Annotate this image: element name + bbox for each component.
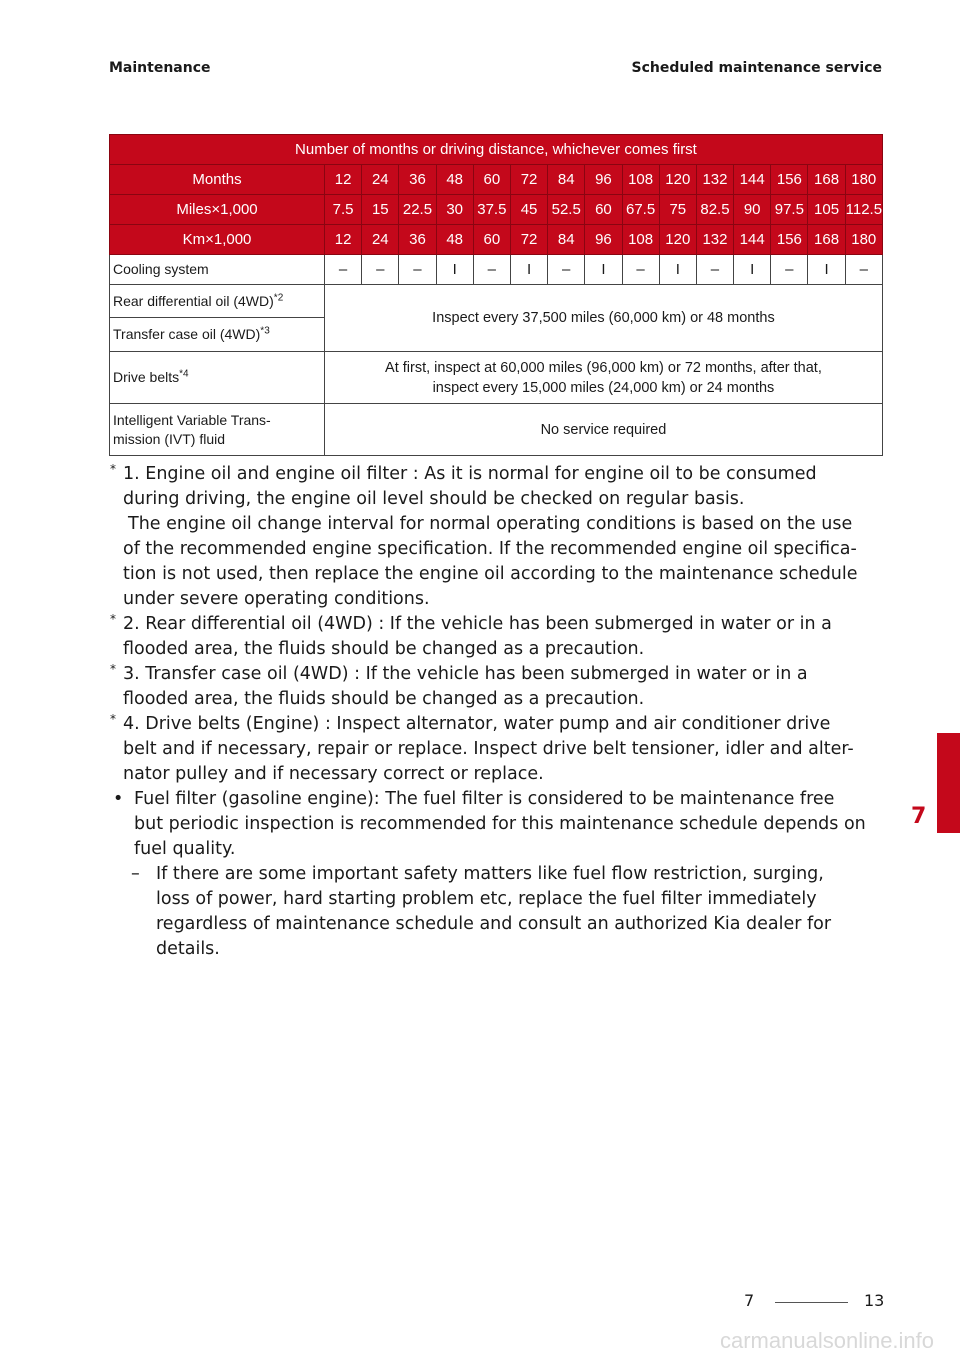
- table-cell: 168: [808, 165, 845, 195]
- note-line: tion is not used, then replace the engine oil according to the maintenance schedule: [123, 564, 858, 584]
- drive-belts-row: [110, 352, 883, 404]
- note-line: loss of power, hard starting problem etc, replace the fuel filter immediately: [156, 889, 817, 909]
- note-line: 1. Engine oil and engine oil filter : As it is normal for engine oil to be consumed: [123, 464, 817, 484]
- chapter-tab: [937, 733, 960, 833]
- table-cell: 144: [734, 165, 771, 195]
- table-cell: 97.5: [771, 195, 808, 225]
- table-cell: 45: [510, 195, 547, 225]
- table-cell: 132: [696, 165, 733, 195]
- table-cell: 37.5: [473, 195, 510, 225]
- table-cell: 72: [510, 165, 547, 195]
- note-line: during driving, the engine oil level should be checked on regular basis.: [123, 489, 745, 509]
- table-cell: 60: [473, 165, 510, 195]
- table-cell: 84: [548, 165, 585, 195]
- table-cell: 75: [659, 195, 696, 225]
- months-row: [110, 165, 883, 195]
- table-cell: 108: [622, 165, 659, 195]
- row-label: Cooling system: [110, 255, 325, 285]
- table-cell: 144: [734, 225, 771, 255]
- row-label: Km×1,000: [110, 225, 325, 255]
- table-cell: –: [845, 255, 882, 285]
- asterisk-icon: *: [110, 712, 116, 726]
- table-cell: –: [548, 255, 585, 285]
- table-cell: 22.5: [399, 195, 436, 225]
- footnotes: [110, 462, 886, 962]
- bullet-icon: •: [113, 789, 124, 809]
- table-cell: 156: [771, 225, 808, 255]
- table-cell: I: [808, 255, 845, 285]
- asterisk-icon: *: [110, 462, 116, 476]
- rear-differential-row: [110, 285, 883, 318]
- table-cell: I: [659, 255, 696, 285]
- header-topic: Scheduled maintenance service: [631, 60, 882, 76]
- table-cell: –: [325, 255, 362, 285]
- note-line: The engine oil change interval for normal operating conditions is based on the use: [128, 514, 853, 534]
- table-cell: –: [473, 255, 510, 285]
- table-cell: 24: [362, 225, 399, 255]
- table-cell: 156: [771, 165, 808, 195]
- table-cell: I: [510, 255, 547, 285]
- table-cell: 120: [659, 165, 696, 195]
- table-cell: 82.5: [696, 195, 733, 225]
- maintenance-schedule-table: [109, 134, 883, 456]
- note-line: nator pulley and if necessary correct or replace.: [123, 764, 544, 784]
- note-line: Fuel filter (gasoline engine): The fuel filter is considered to be maintenance free: [134, 789, 835, 809]
- note-line: but periodic inspection is recommended for this maintenance schedule depends on: [134, 814, 866, 834]
- footnote-2: [110, 612, 886, 662]
- table-cell: 180: [845, 165, 882, 195]
- drive-belts-interval-cell: [325, 352, 883, 404]
- note-line: 4. Drive belts (Engine) : Inspect alternator, water pump and air conditioner drive: [123, 714, 831, 734]
- table-cell: –: [362, 255, 399, 285]
- table-cell: 15: [362, 195, 399, 225]
- footnote-marker: *3: [260, 325, 270, 337]
- ivt-label-line1: Intelligent Variable Trans-: [113, 411, 271, 428]
- rear-diff-label: Rear differential oil (4WD): [113, 292, 274, 309]
- dash-icon: –: [131, 864, 140, 884]
- fuel-filter-bullet: [110, 787, 886, 862]
- table-title: Number of months or driving distance, whichever comes first: [110, 135, 883, 165]
- table-cell: 30: [436, 195, 473, 225]
- miles-row: [110, 195, 883, 225]
- asterisk-icon: *: [110, 662, 116, 676]
- table-cell: –: [696, 255, 733, 285]
- footnote-3: [110, 662, 886, 712]
- table-cell: 112.5: [845, 195, 882, 225]
- footnote-4: [110, 712, 886, 787]
- table-cell: 105: [808, 195, 845, 225]
- ivt-label-line2: mission (IVT) fluid: [113, 430, 226, 447]
- row-label: [110, 352, 325, 404]
- table-cell: –: [399, 255, 436, 285]
- table-cell: 168: [808, 225, 845, 255]
- watermark: carmanualsonline.info: [720, 1328, 935, 1353]
- table-cell: 24: [362, 165, 399, 195]
- table-cell: 84: [548, 225, 585, 255]
- table-cell: 132: [696, 225, 733, 255]
- table-cell: 12: [325, 165, 362, 195]
- footer-chapter: 7: [744, 1291, 755, 1310]
- table-cell: 36: [399, 225, 436, 255]
- note-line: 3. Transfer case oil (4WD) : If the vehicle has been submerged in water or in a: [123, 664, 808, 684]
- asterisk-icon: *: [110, 612, 116, 626]
- table-cell: 108: [622, 225, 659, 255]
- cooling-system-row: [110, 255, 883, 285]
- footnote-1: [110, 462, 886, 612]
- table-cell: 96: [585, 165, 622, 195]
- table-cell: 7.5: [325, 195, 362, 225]
- drive-belts-label: Drive belts: [113, 369, 180, 385]
- table-cell: 60: [585, 195, 622, 225]
- inspect-interval-cell: Inspect every 37,500 miles (60,000 km) or 48 months: [325, 285, 883, 352]
- note-line: regardless of maintenance schedule and consult an authorized Kia dealer for: [156, 914, 832, 934]
- table-cell: 36: [399, 165, 436, 195]
- table-cell: 48: [436, 225, 473, 255]
- note-line: 2. Rear differential oil (4WD) : If the vehicle has been submerged in water or in a: [123, 614, 832, 634]
- table-cell: I: [436, 255, 473, 285]
- fuel-filter-subitem: [110, 862, 886, 962]
- note-line: under severe operating conditions.: [123, 589, 430, 609]
- table-cell: I: [734, 255, 771, 285]
- transfer-label: Transfer case oil (4WD): [113, 326, 261, 342]
- row-label: [110, 404, 325, 456]
- table-cell: 52.5: [548, 195, 585, 225]
- ivt-fluid-row: [110, 404, 883, 456]
- row-label: Miles×1,000: [110, 195, 325, 225]
- header-section: Maintenance: [109, 60, 211, 76]
- note-line: fuel quality.: [134, 839, 236, 859]
- table-cell: 48: [436, 165, 473, 195]
- drive-belts-text-line1: At first, inspect at 60,000 miles (96,000 km) or 72 months, after that,: [385, 359, 822, 376]
- drive-belts-text-line2: inspect every 15,000 miles (24,000 km) or 24 months: [432, 379, 775, 396]
- ivt-interval-cell: No service required: [325, 404, 883, 456]
- table-cell: –: [771, 255, 808, 285]
- chapter-number: 7: [911, 804, 927, 829]
- table-cell: I: [585, 255, 622, 285]
- note-line: details.: [156, 939, 220, 959]
- note-line: flooded area, the fluids should be changed as a precaution.: [123, 689, 645, 709]
- footnote-marker: *4: [179, 368, 189, 380]
- table-cell: 180: [845, 225, 882, 255]
- row-label: [110, 285, 325, 318]
- footnote-marker: *2: [273, 291, 284, 303]
- table-cell: 120: [659, 225, 696, 255]
- table-cell: 67.5: [622, 195, 659, 225]
- table-cell: –: [622, 255, 659, 285]
- note-line: of the recommended engine specification. If the recommended engine oil specifica-: [123, 539, 857, 559]
- table-cell: 72: [510, 225, 547, 255]
- table-title-row: [110, 135, 883, 165]
- row-label: [110, 318, 325, 352]
- km-row: [110, 225, 883, 255]
- page-number: 13: [864, 1291, 885, 1310]
- row-label: Months: [110, 165, 325, 195]
- table-cell: 12: [325, 225, 362, 255]
- note-line: belt and if necessary, repair or replace. Inspect drive belt tensioner, idler and alter-: [123, 739, 854, 759]
- table-cell: 60: [473, 225, 510, 255]
- footer-divider: [775, 1302, 848, 1303]
- table-cell: 96: [585, 225, 622, 255]
- note-line: If there are some important safety matters like fuel flow restriction, surging,: [156, 864, 824, 884]
- table-cell: 90: [734, 195, 771, 225]
- note-line: flooded area, the fluids should be changed as a precaution.: [123, 639, 645, 659]
